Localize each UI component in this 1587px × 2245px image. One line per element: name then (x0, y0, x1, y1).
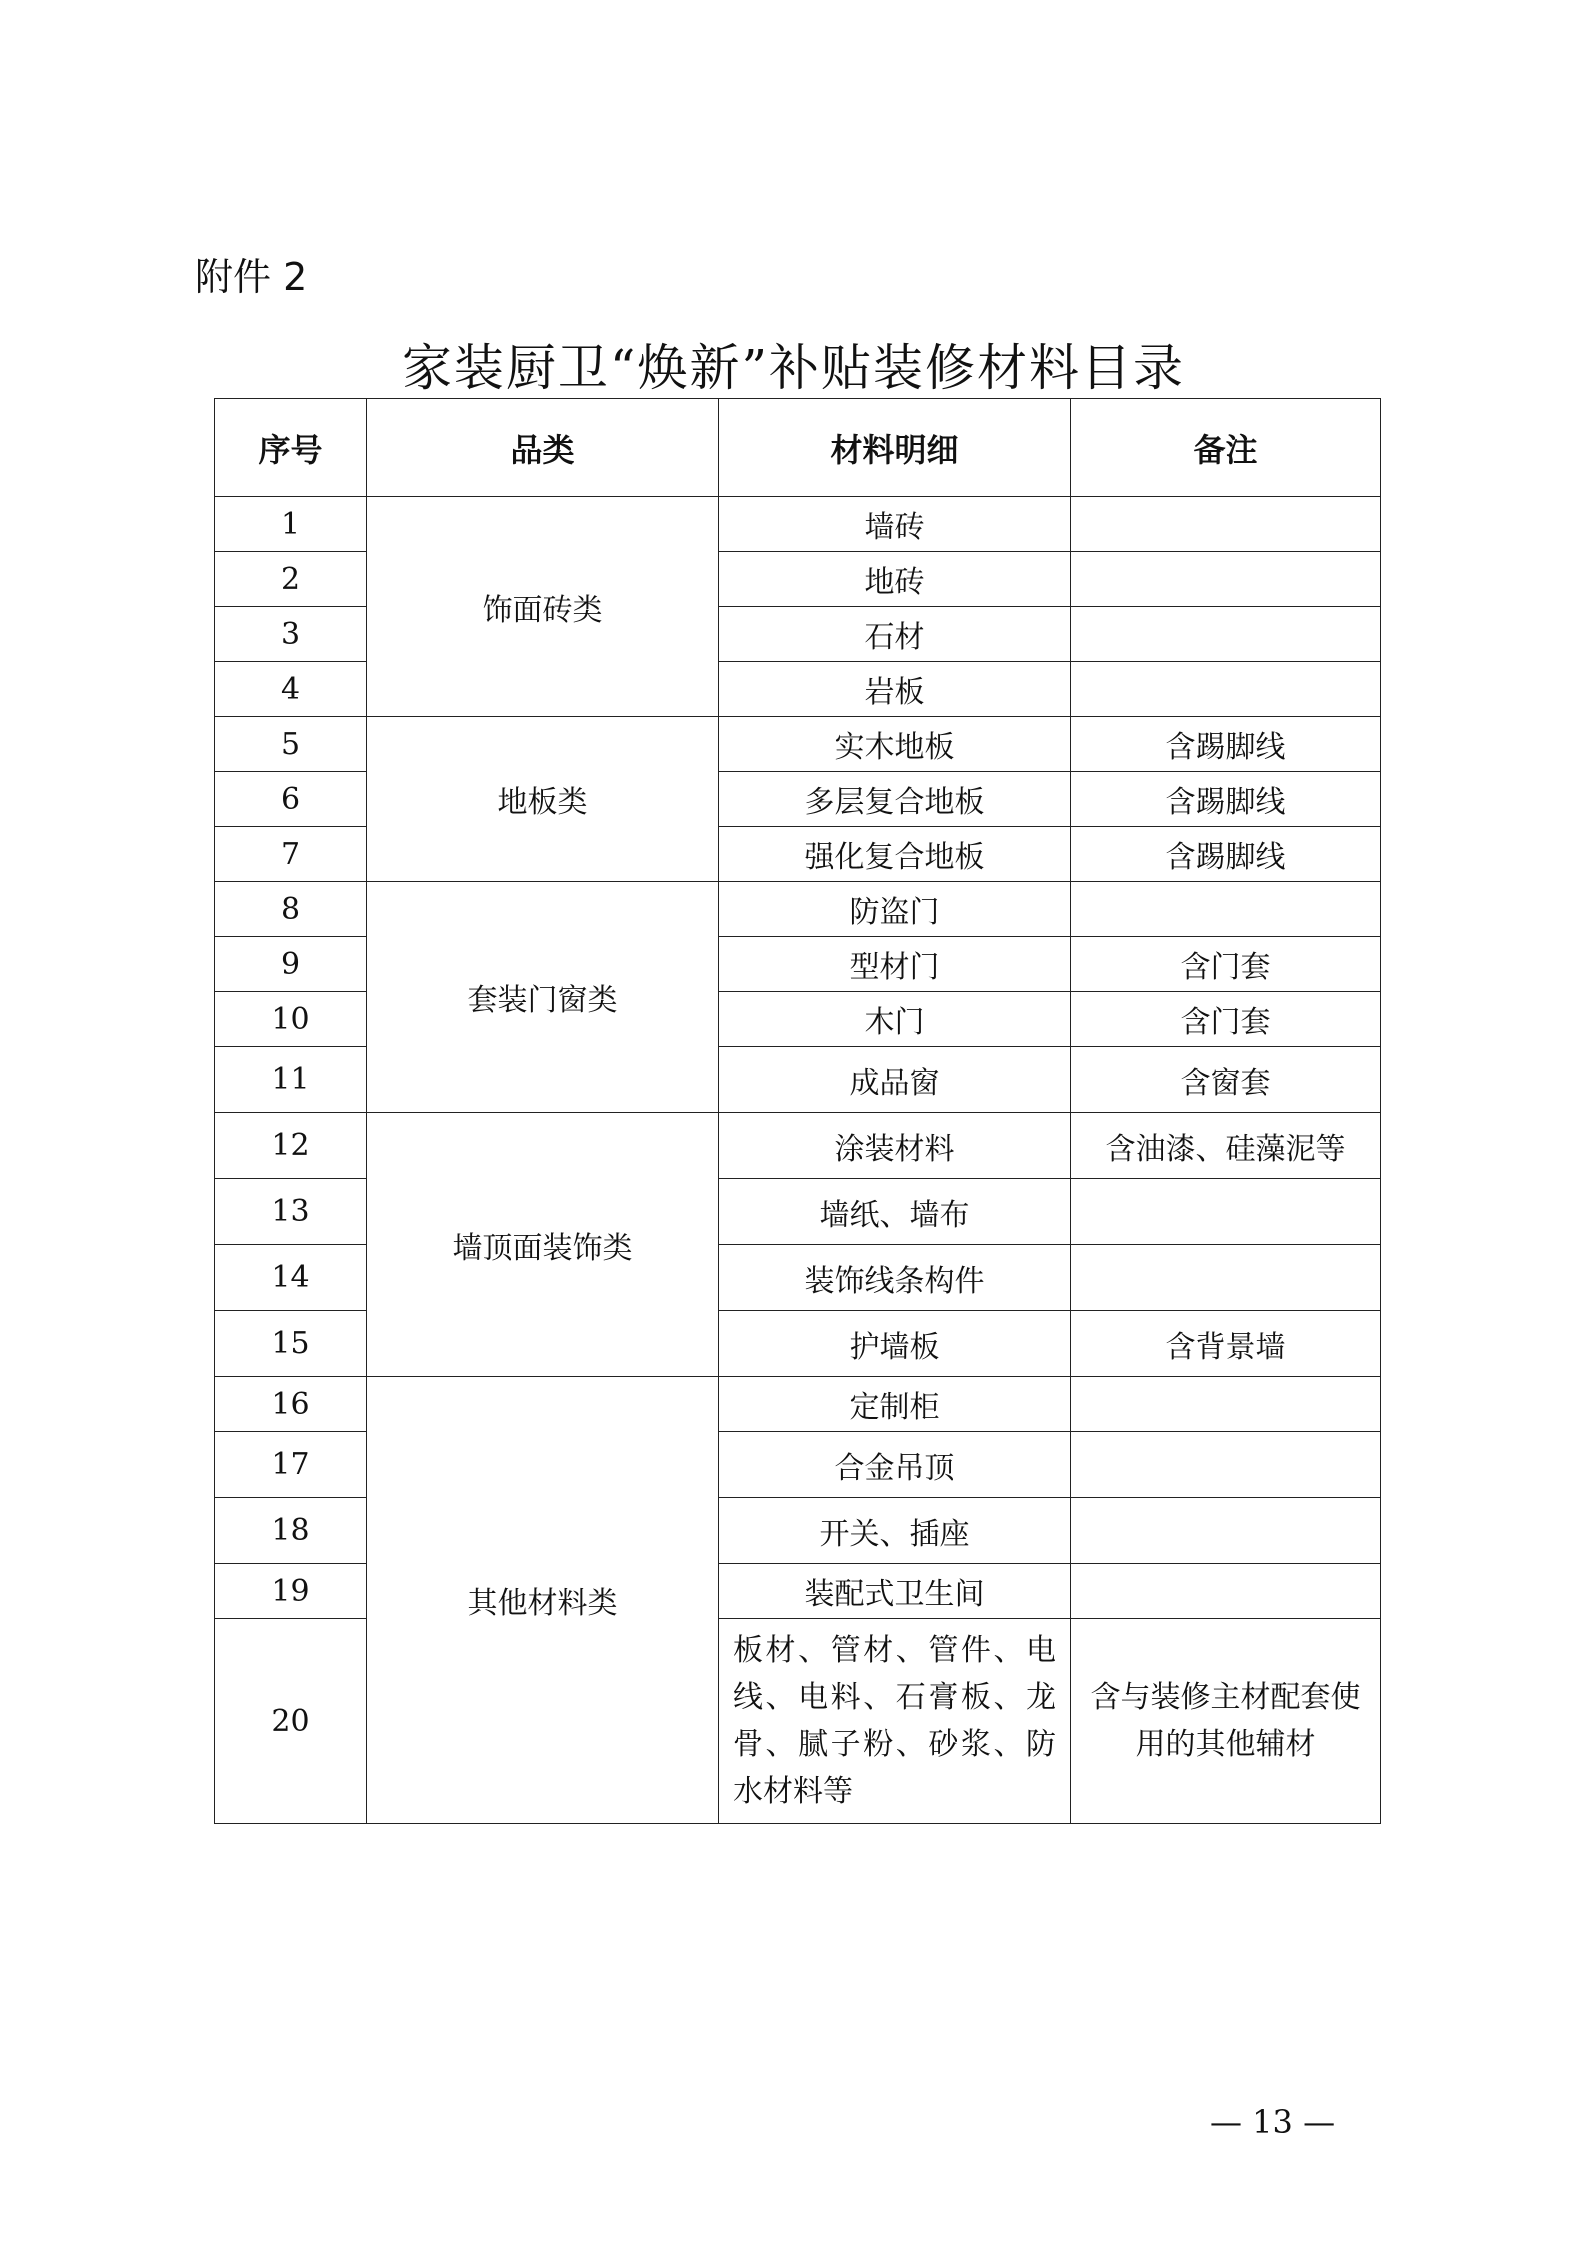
material-cell: 墙砖 (719, 497, 1071, 552)
category-cell: 墙顶面装饰类 (367, 1113, 719, 1377)
material-cell: 合金吊顶 (719, 1432, 1071, 1498)
header-category: 品类 (367, 399, 719, 497)
note-cell: 含油漆、硅藻泥等 (1071, 1113, 1381, 1179)
row-number: 20 (215, 1619, 367, 1824)
table-header-row (215, 399, 1381, 497)
table-row (215, 717, 1381, 772)
table-row (215, 882, 1381, 937)
material-cell: 成品窗 (719, 1047, 1071, 1113)
row-number: 19 (215, 1564, 367, 1619)
category-cell: 套装门窗类 (367, 882, 719, 1113)
note-cell: 含踢脚线 (1071, 827, 1381, 882)
row-number: 8 (215, 882, 367, 937)
materials-table (214, 398, 1381, 1824)
header-material: 材料明细 (719, 399, 1071, 497)
material-cell: 石材 (719, 607, 1071, 662)
row-number: 5 (215, 717, 367, 772)
document-title: 家装厨卫“焕新”补贴装修材料目录 (401, 339, 1186, 397)
note-cell: 含踢脚线 (1071, 772, 1381, 827)
material-cell: 装饰线条构件 (719, 1245, 1071, 1311)
material-cell: 实木地板 (719, 717, 1071, 772)
note-cell (1071, 1564, 1381, 1619)
note-cell: 含背景墙 (1071, 1311, 1381, 1377)
row-number: 18 (215, 1498, 367, 1564)
note-cell: 含与装修主材配套使用的其他辅材 (1071, 1619, 1381, 1824)
material-cell: 涂装材料 (719, 1113, 1071, 1179)
material-cell: 岩板 (719, 662, 1071, 717)
note-cell (1071, 882, 1381, 937)
material-cell: 木门 (719, 992, 1071, 1047)
table-body (215, 497, 1381, 1824)
material-cell: 定制柜 (719, 1377, 1071, 1432)
material-cell: 地砖 (719, 552, 1071, 607)
row-number: 4 (215, 662, 367, 717)
row-number: 9 (215, 937, 367, 992)
table-row (215, 1113, 1381, 1179)
material-cell: 强化复合地板 (719, 827, 1071, 882)
note-cell: 含门套 (1071, 937, 1381, 992)
row-number: 13 (215, 1179, 367, 1245)
row-number: 10 (215, 992, 367, 1047)
header-no: 序号 (215, 399, 367, 497)
material-cell: 装配式卫生间 (719, 1564, 1071, 1619)
note-cell (1071, 1377, 1381, 1432)
material-cell: 护墙板 (719, 1311, 1071, 1377)
note-cell (1071, 662, 1381, 717)
page-number: — 13 — (1210, 2103, 1336, 2141)
attachment-label: 附件 2 (195, 255, 308, 299)
row-number: 16 (215, 1377, 367, 1432)
material-cell: 型材门 (719, 937, 1071, 992)
row-number: 3 (215, 607, 367, 662)
row-number: 11 (215, 1047, 367, 1113)
table-row (215, 497, 1381, 552)
material-cell: 多层复合地板 (719, 772, 1071, 827)
material-cell: 防盗门 (719, 882, 1071, 937)
material-cell: 开关、插座 (719, 1498, 1071, 1564)
row-number: 14 (215, 1245, 367, 1311)
note-cell (1071, 1432, 1381, 1498)
note-cell (1071, 607, 1381, 662)
material-cell: 板材、管材、管件、电线、电料、石膏板、龙骨、腻子粉、砂浆、防水材料等 (719, 1619, 1071, 1824)
note-cell: 含门套 (1071, 992, 1381, 1047)
note-cell (1071, 1179, 1381, 1245)
note-cell (1071, 1245, 1381, 1311)
note-cell (1071, 552, 1381, 607)
note-cell (1071, 1498, 1381, 1564)
row-number: 1 (215, 497, 367, 552)
note-cell: 含踢脚线 (1071, 717, 1381, 772)
note-cell (1071, 497, 1381, 552)
row-number: 2 (215, 552, 367, 607)
category-cell: 其他材料类 (367, 1377, 719, 1824)
row-number: 12 (215, 1113, 367, 1179)
category-cell: 饰面砖类 (367, 497, 719, 717)
material-cell: 墙纸、墙布 (719, 1179, 1071, 1245)
row-number: 17 (215, 1432, 367, 1498)
row-number: 15 (215, 1311, 367, 1377)
row-number: 7 (215, 827, 367, 882)
category-cell: 地板类 (367, 717, 719, 882)
header-note: 备注 (1071, 399, 1381, 497)
note-cell: 含窗套 (1071, 1047, 1381, 1113)
row-number: 6 (215, 772, 367, 827)
table-row (215, 1377, 1381, 1432)
